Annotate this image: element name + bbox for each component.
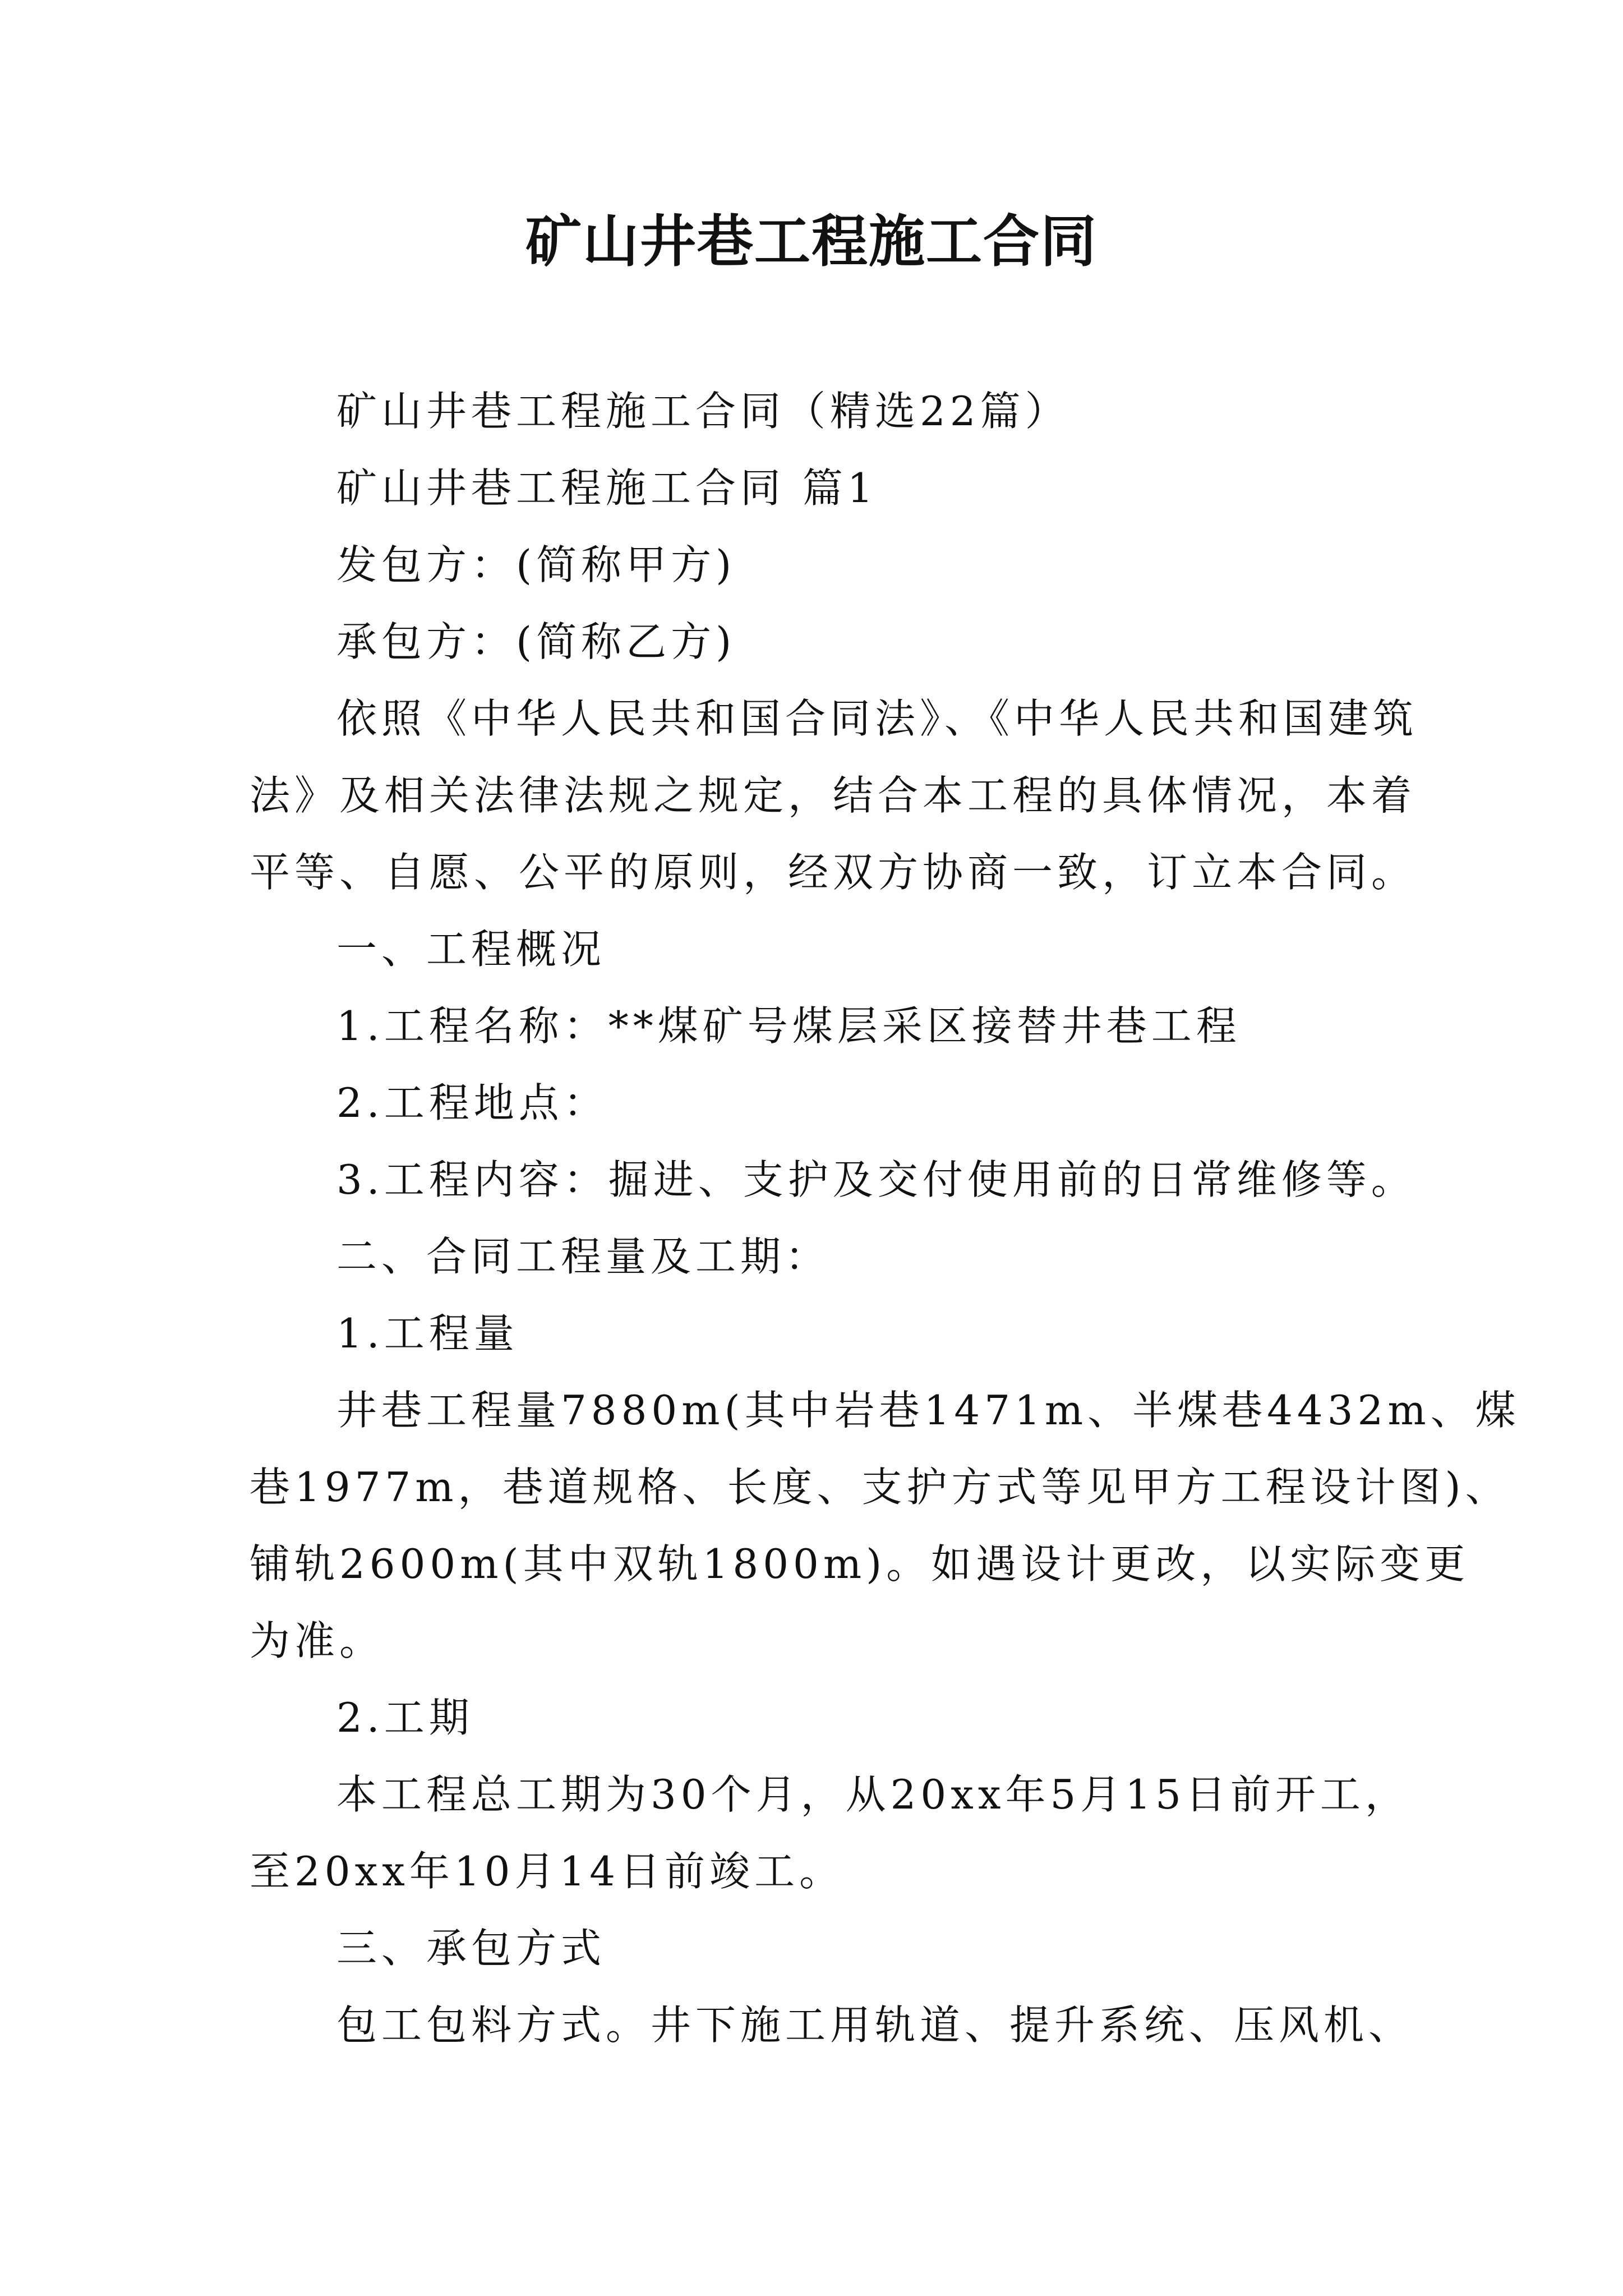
paragraph-line: 铺轨2600m(其中双轨1800m)。如遇设计更改，以实际变更	[250, 1540, 1470, 1588]
section-heading: 一、工程概况	[336, 926, 606, 973]
paragraph-line: 本工程总工期为30个月，从20xx年5月15日前开工，	[336, 1771, 1410, 1818]
paragraph-line: 包工包料方式。井下施工用轨道、提升系统、压风机、	[336, 2001, 1414, 2049]
subtitle-line: 矿山井巷工程施工合同（精选22篇）	[336, 388, 1070, 435]
section-heading: 二、合同工程量及工期：	[336, 1233, 831, 1280]
section-heading: 三、承包方式	[336, 1925, 606, 1972]
paragraph-line: 为准。	[250, 1617, 385, 1664]
party-b-line: 承包方：(简称乙方)	[336, 618, 736, 665]
list-item: 2.工程地点：	[336, 1079, 608, 1126]
document-title: 矿山井巷工程施工合同	[525, 208, 1098, 274]
list-item: 1.工程量	[336, 1310, 519, 1357]
paragraph-line: 巷1977m，巷道规格、长度、支护方式等见甲方工程设计图)、	[250, 1464, 1510, 1511]
paragraph-line: 依照《中华人民共和国合同法》、《中华人民共和国建筑	[336, 695, 1418, 742]
paragraph-line: 井巷工程量7880m(其中岩巷1471m、半煤巷4432m、煤	[336, 1387, 1520, 1434]
document-body	[250, 373, 1520, 2064]
paragraph-line: 至20xx年10月14日前竣工。	[250, 1848, 845, 1895]
paragraph-line: 法》及相关法律法规之规定，结合本工程的具体情况，本着	[250, 772, 1417, 819]
list-item: 2.工期	[336, 1694, 474, 1741]
list-item: 1.工程名称：**煤矿号煤层采区接替井巷工程	[336, 1002, 1241, 1050]
paragraph-line: 平等、自愿、公平的原则，经双方协商一致，订立本合同。	[250, 849, 1417, 896]
section-heading: 矿山井巷工程施工合同 篇1	[336, 464, 878, 512]
list-item: 3.工程内容：掘进、支护及交付使用前的日常维修等。	[336, 1156, 1416, 1203]
party-a-line: 发包方：(简称甲方)	[336, 541, 736, 588]
